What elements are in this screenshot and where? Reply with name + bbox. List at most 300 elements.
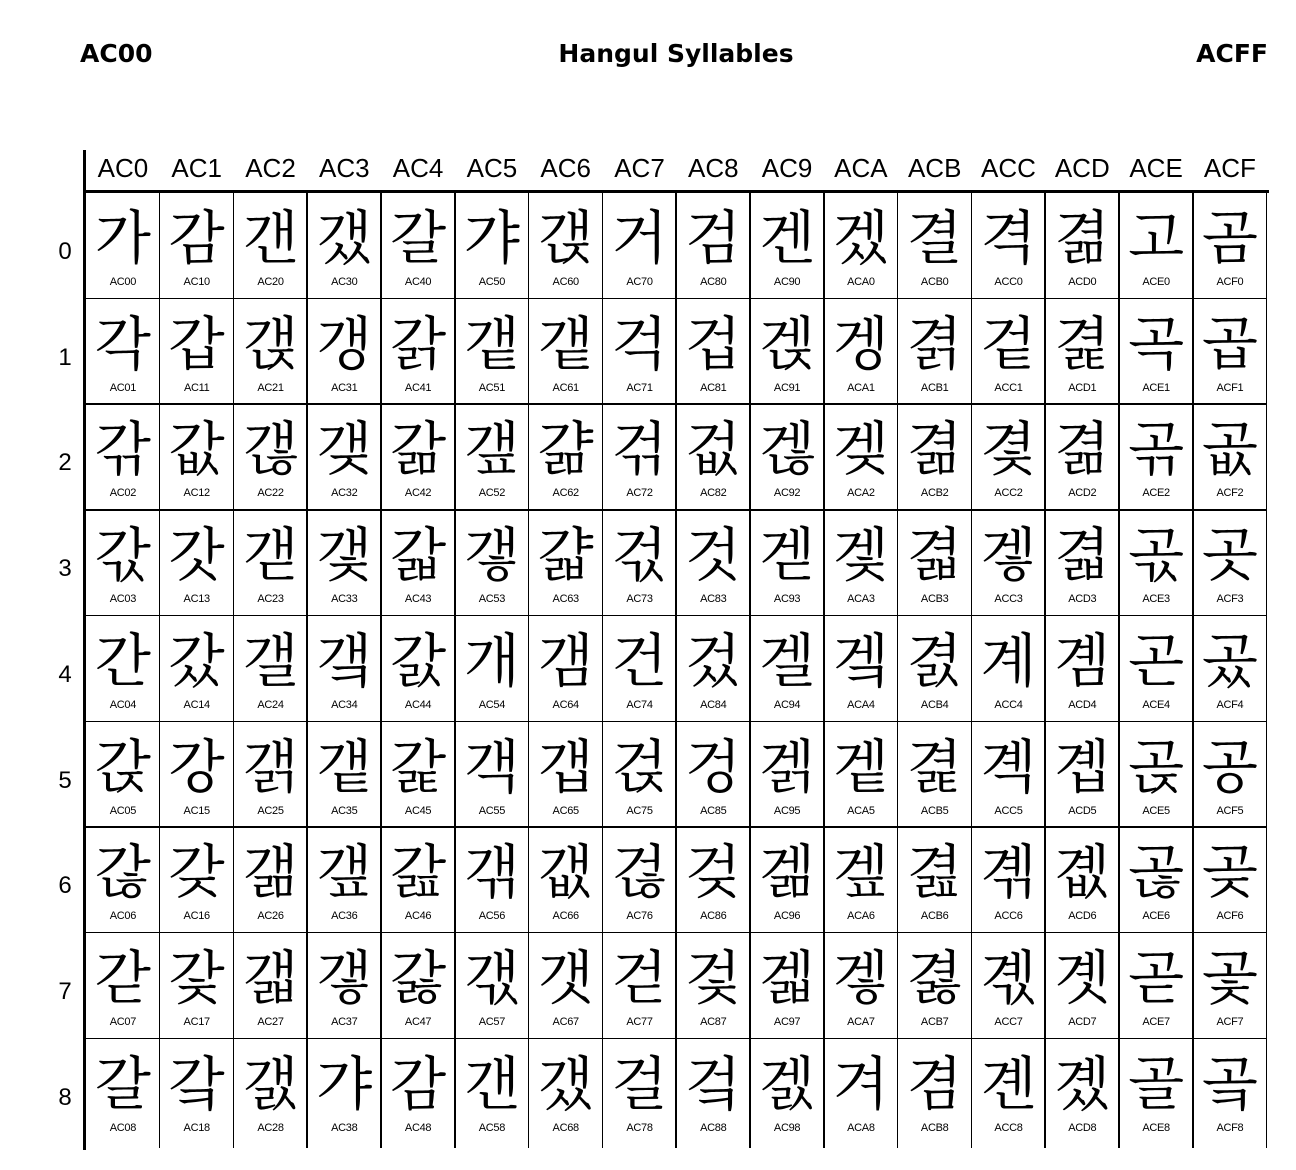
page-title: Hangul Syllables bbox=[558, 39, 794, 68]
syllable-glyph: 겦 bbox=[832, 838, 889, 907]
code-chart-cell bbox=[972, 299, 1046, 405]
syllable-glyph: 갟 bbox=[463, 943, 520, 1012]
syllable-glyph: 갲 bbox=[316, 415, 373, 484]
code-point-label: AC31 bbox=[331, 381, 358, 394]
code-chart-cell bbox=[750, 933, 824, 1039]
code-chart-cell bbox=[1119, 1039, 1193, 1145]
code-point-label: ACB4 bbox=[920, 698, 949, 711]
syllable-glyph: 걵 bbox=[611, 732, 668, 801]
syllable-glyph: 개 bbox=[463, 626, 520, 695]
code-point-label: AC81 bbox=[700, 381, 727, 394]
code-chart-cell bbox=[603, 404, 677, 510]
code-point-label: AC27 bbox=[257, 1015, 284, 1028]
syllable-glyph: 갳 bbox=[316, 521, 373, 590]
code-point-label: ACB0 bbox=[920, 276, 949, 288]
code-point-label: ACE0 bbox=[1142, 276, 1170, 288]
syllable-glyph: 곦 bbox=[1128, 838, 1185, 907]
code-chart-cell bbox=[1119, 510, 1193, 616]
syllable-glyph: 갉 bbox=[390, 309, 447, 378]
code-chart-cell bbox=[603, 827, 677, 933]
syllable-glyph: 공 bbox=[1201, 732, 1258, 801]
syllable-glyph: 갢 bbox=[242, 415, 299, 484]
code-chart-cell bbox=[1119, 933, 1193, 1039]
range-end-label: ACFF bbox=[1196, 39, 1268, 68]
syllable-glyph: 겴 bbox=[906, 626, 963, 695]
syllable-glyph: 값 bbox=[168, 415, 225, 484]
syllable-glyph: 갵 bbox=[316, 732, 373, 801]
code-point-label: ACD5 bbox=[1068, 804, 1097, 817]
syllable-glyph: 겧 bbox=[980, 521, 1037, 590]
grid-line-horizontal bbox=[86, 826, 1267, 828]
code-chart-cell bbox=[1119, 299, 1193, 405]
code-point-label: AC44 bbox=[404, 698, 432, 711]
code-chart-cell bbox=[86, 404, 160, 510]
code-point-label: AC13 bbox=[183, 593, 210, 606]
code-chart-cell bbox=[750, 1039, 824, 1145]
code-point-label: ACC3 bbox=[994, 593, 1023, 606]
code-point-label: AC15 bbox=[183, 804, 210, 817]
syllable-glyph: 갵 bbox=[463, 309, 520, 378]
code-point-label: ACF1 bbox=[1216, 381, 1244, 394]
syllable-glyph: 겗 bbox=[759, 943, 816, 1012]
syllable-glyph: 갣 bbox=[242, 521, 299, 590]
code-point-label: AC05 bbox=[109, 804, 137, 817]
syllable-glyph: 곸 bbox=[1201, 1049, 1258, 1118]
syllable-glyph: 갰 bbox=[537, 1049, 594, 1118]
code-point-label: AC28 bbox=[257, 1121, 284, 1134]
code-chart-cell bbox=[234, 193, 308, 299]
code-chart-cell bbox=[381, 827, 455, 933]
syllable-glyph: 갮 bbox=[537, 838, 594, 907]
syllable-glyph: 갗 bbox=[168, 943, 225, 1012]
syllable-glyph: 갤 bbox=[242, 626, 299, 695]
code-point-label: ACD3 bbox=[1068, 593, 1097, 606]
code-point-label: ACC7 bbox=[994, 1015, 1023, 1028]
code-point-label: ACE7 bbox=[1142, 1015, 1170, 1028]
code-point-label: AC46 bbox=[404, 910, 432, 923]
grid-line-vertical bbox=[971, 193, 973, 1148]
code-point-label: AC01 bbox=[109, 381, 137, 394]
syllable-glyph: 곅 bbox=[980, 732, 1037, 801]
code-chart-cell bbox=[676, 827, 750, 933]
code-chart-cell bbox=[898, 510, 972, 616]
syllable-glyph: 갃 bbox=[94, 521, 151, 590]
code-chart-cell bbox=[529, 722, 603, 828]
column-header: ACE bbox=[1129, 153, 1183, 183]
syllable-glyph: 갆 bbox=[94, 838, 151, 907]
code-chart-cell bbox=[676, 510, 750, 616]
code-chart-cell bbox=[603, 933, 677, 1039]
code-point-label: AC47 bbox=[404, 1015, 432, 1028]
code-point-label: ACB2 bbox=[920, 487, 949, 500]
syllable-glyph: 겳 bbox=[1054, 521, 1111, 590]
syllable-glyph: 겄 bbox=[685, 626, 742, 695]
code-chart-cell bbox=[898, 1039, 972, 1145]
syllable-glyph: 갔 bbox=[168, 626, 225, 695]
code-chart-cell bbox=[234, 299, 308, 405]
syllable-glyph: 갌 bbox=[390, 626, 447, 695]
syllable-glyph: 겑 bbox=[759, 309, 816, 378]
code-point-label: AC25 bbox=[257, 804, 284, 817]
code-chart-cell bbox=[1193, 722, 1267, 828]
code-point-label: ACC6 bbox=[994, 910, 1023, 923]
code-chart-cell bbox=[1045, 299, 1119, 405]
code-point-label: ACD1 bbox=[1068, 381, 1097, 394]
code-chart-cell bbox=[86, 827, 160, 933]
grid-line-vertical bbox=[1266, 193, 1268, 1148]
code-chart-cell bbox=[307, 404, 381, 510]
code-chart-cell bbox=[972, 404, 1046, 510]
code-chart-cell bbox=[972, 827, 1046, 933]
syllable-glyph: 갅 bbox=[94, 732, 151, 801]
code-point-label: ACF7 bbox=[1216, 1015, 1244, 1028]
code-chart-cell bbox=[160, 404, 234, 510]
code-point-label: AC38 bbox=[331, 1121, 358, 1134]
syllable-glyph: 겿 bbox=[980, 415, 1037, 484]
code-chart-cell bbox=[1045, 1039, 1119, 1145]
syllable-glyph: 곇 bbox=[980, 943, 1037, 1012]
syllable-glyph: 곰 bbox=[1201, 204, 1258, 272]
code-point-label: AC06 bbox=[109, 910, 137, 923]
syllable-glyph: 겶 bbox=[906, 838, 963, 907]
syllable-glyph: 갷 bbox=[316, 943, 373, 1012]
code-chart-cell bbox=[160, 299, 234, 405]
code-chart-cell bbox=[160, 510, 234, 616]
code-point-label: ACC5 bbox=[994, 804, 1023, 817]
code-point-label: AC00 bbox=[109, 276, 137, 288]
code-point-label: AC80 bbox=[700, 276, 727, 288]
column-header: AC9 bbox=[761, 153, 813, 183]
code-chart-cell bbox=[455, 616, 529, 722]
code-chart-cell bbox=[676, 933, 750, 1039]
code-chart-cell bbox=[86, 193, 160, 299]
syllable-glyph: 곔 bbox=[1054, 626, 1111, 695]
code-point-label: AC97 bbox=[773, 1015, 801, 1028]
grid-line-vertical bbox=[749, 193, 751, 1148]
grid-line-vertical bbox=[823, 193, 825, 1148]
syllable-glyph: 갠 bbox=[242, 204, 299, 272]
code-chart-cell bbox=[455, 510, 529, 616]
syllable-glyph: 겨 bbox=[832, 1049, 889, 1118]
code-point-label: ACA4 bbox=[847, 698, 875, 711]
grid-line-vertical bbox=[1192, 193, 1194, 1148]
code-point-label: AC24 bbox=[257, 698, 284, 711]
syllable-glyph: 곡 bbox=[1128, 309, 1185, 378]
grid-line-vertical bbox=[159, 193, 161, 1148]
syllable-glyph: 갥 bbox=[242, 732, 299, 801]
code-chart-cell bbox=[603, 616, 677, 722]
code-chart-cell bbox=[1193, 827, 1267, 933]
code-point-label: AC71 bbox=[626, 381, 653, 394]
syllable-glyph: 겧 bbox=[832, 943, 889, 1012]
code-chart-cell bbox=[750, 722, 824, 828]
syllable-glyph: 곗 bbox=[1054, 943, 1111, 1012]
code-chart-cell bbox=[1045, 722, 1119, 828]
code-point-label: ACC0 bbox=[994, 276, 1023, 288]
syllable-glyph: 겡 bbox=[832, 309, 889, 378]
syllable-glyph: 객 bbox=[463, 732, 520, 801]
syllable-glyph: 골 bbox=[1128, 1049, 1185, 1118]
code-point-label: ACE1 bbox=[1142, 381, 1170, 394]
code-point-label: AC51 bbox=[478, 381, 506, 394]
code-point-label: AC91 bbox=[773, 381, 801, 394]
code-point-label: AC16 bbox=[183, 910, 210, 923]
code-chart-cell bbox=[234, 827, 308, 933]
grid-line-vertical bbox=[380, 193, 382, 1148]
code-point-label: ACE8 bbox=[1142, 1121, 1170, 1134]
syllable-glyph: 곖 bbox=[1054, 838, 1111, 907]
code-point-label: ACC4 bbox=[994, 698, 1023, 711]
syllable-glyph: 곴 bbox=[1201, 626, 1258, 695]
code-point-label: AC65 bbox=[552, 804, 579, 817]
syllable-glyph: 곥 bbox=[1128, 732, 1185, 801]
code-point-label: AC36 bbox=[331, 910, 358, 923]
syllable-glyph: 격 bbox=[980, 204, 1037, 272]
grid-line-vertical bbox=[675, 193, 677, 1148]
code-chart-cell bbox=[676, 299, 750, 405]
code-point-label: AC26 bbox=[257, 910, 284, 923]
code-chart-cell bbox=[972, 616, 1046, 722]
row-header: 6 bbox=[58, 872, 72, 900]
code-chart-cell bbox=[824, 404, 898, 510]
code-chart-cell bbox=[603, 1039, 677, 1145]
code-chart-cell bbox=[676, 1039, 750, 1145]
grid-line-horizontal bbox=[86, 509, 1267, 511]
syllable-glyph: 갭 bbox=[537, 732, 594, 801]
grid-line-horizontal bbox=[86, 721, 1267, 723]
code-point-label: ACB5 bbox=[920, 804, 949, 817]
code-point-label: AC43 bbox=[404, 593, 432, 606]
code-point-label: AC67 bbox=[552, 1015, 579, 1028]
code-chart-cell bbox=[381, 1039, 455, 1145]
code-point-label: AC83 bbox=[700, 593, 727, 606]
syllable-glyph: 갏 bbox=[390, 943, 447, 1012]
syllable-glyph: 겣 bbox=[832, 521, 889, 590]
syllable-glyph: 걶 bbox=[611, 838, 668, 907]
syllable-glyph: 곣 bbox=[1128, 521, 1185, 590]
code-chart-cell bbox=[972, 193, 1046, 299]
code-point-label: AC86 bbox=[700, 910, 727, 923]
code-point-label: ACF0 bbox=[1216, 276, 1244, 288]
code-chart-cell bbox=[529, 404, 603, 510]
code-point-label: AC60 bbox=[552, 276, 579, 288]
syllable-glyph: 갡 bbox=[537, 204, 594, 272]
code-point-label: AC61 bbox=[552, 381, 579, 394]
code-chart-cell bbox=[234, 616, 308, 722]
code-chart-cell bbox=[307, 510, 381, 616]
code-chart-cell bbox=[307, 193, 381, 299]
syllable-glyph: 갑 bbox=[168, 309, 225, 378]
syllable-glyph: 거 bbox=[611, 204, 668, 272]
syllable-glyph: 겷 bbox=[906, 943, 963, 1012]
code-chart-cell bbox=[824, 510, 898, 616]
syllable-glyph: 겵 bbox=[906, 732, 963, 801]
code-chart-cell bbox=[898, 193, 972, 299]
code-chart-cell bbox=[1045, 933, 1119, 1039]
syllable-glyph: 갦 bbox=[242, 838, 299, 907]
code-point-label: AC42 bbox=[404, 487, 432, 500]
syllable-glyph: 걱 bbox=[611, 309, 668, 378]
syllable-glyph: 겲 bbox=[1054, 204, 1111, 272]
code-point-label: AC30 bbox=[331, 276, 358, 288]
syllable-glyph: 곘 bbox=[1054, 1049, 1111, 1118]
code-chart-cell bbox=[234, 1039, 308, 1145]
grid-line-vertical bbox=[1118, 193, 1120, 1148]
code-chart-cell bbox=[307, 1039, 381, 1145]
code-chart-cell bbox=[381, 193, 455, 299]
code-point-label: AC85 bbox=[700, 804, 727, 817]
code-point-label: ACB8 bbox=[920, 1121, 949, 1134]
syllable-glyph: 걷 bbox=[611, 943, 668, 1012]
syllable-glyph: 갇 bbox=[94, 943, 151, 1012]
syllable-glyph: 갡 bbox=[242, 309, 299, 378]
syllable-glyph: 겕 bbox=[759, 732, 816, 801]
code-point-label: AC12 bbox=[183, 487, 210, 500]
code-chart-cell bbox=[529, 193, 603, 299]
code-point-label: AC32 bbox=[331, 487, 358, 500]
code-chart-cell bbox=[381, 299, 455, 405]
syllable-glyph: 가 bbox=[94, 204, 151, 272]
grid-line-vertical bbox=[528, 193, 530, 1148]
syllable-glyph: 갈 bbox=[94, 1049, 151, 1118]
grid-line-horizontal bbox=[86, 1038, 1267, 1040]
code-chart-cell bbox=[307, 827, 381, 933]
code-chart-cell bbox=[86, 1039, 160, 1145]
code-chart-cell bbox=[1119, 616, 1193, 722]
code-point-label: AC40 bbox=[404, 276, 432, 288]
syllable-glyph: 갶 bbox=[316, 838, 373, 907]
row-header: 4 bbox=[58, 660, 72, 688]
syllable-glyph: 갊 bbox=[390, 415, 447, 484]
code-chart-cell bbox=[1193, 299, 1267, 405]
code-point-label: ACB3 bbox=[920, 593, 949, 606]
code-point-label: AC63 bbox=[552, 593, 579, 606]
column-header: AC1 bbox=[171, 153, 222, 183]
code-chart-cell bbox=[160, 193, 234, 299]
code-chart-cell bbox=[1045, 827, 1119, 933]
syllable-glyph: 곷 bbox=[1201, 943, 1258, 1012]
code-chart-cell bbox=[455, 193, 529, 299]
syllable-glyph: 갋 bbox=[390, 521, 447, 590]
grid-line-horizontal bbox=[86, 298, 1267, 300]
code-point-label: ACF5 bbox=[1216, 804, 1244, 817]
code-point-label: AC62 bbox=[552, 487, 579, 500]
code-point-label: ACA3 bbox=[847, 593, 875, 606]
code-point-label: AC90 bbox=[773, 276, 801, 288]
syllable-glyph: 곤 bbox=[1128, 626, 1185, 695]
code-chart-cell bbox=[160, 1039, 234, 1145]
column-header: AC7 bbox=[614, 153, 665, 183]
code-chart-cell bbox=[234, 510, 308, 616]
syllable-glyph: 겤 bbox=[832, 626, 889, 695]
syllable-glyph: 겥 bbox=[832, 732, 889, 801]
grid-line-vertical bbox=[602, 193, 604, 1148]
row-header: 5 bbox=[58, 766, 72, 794]
syllable-glyph: 겔 bbox=[759, 626, 816, 695]
syllable-glyph: 겵 bbox=[1054, 309, 1111, 378]
code-point-label: AC33 bbox=[331, 593, 358, 606]
code-point-label: AC48 bbox=[404, 1121, 432, 1134]
code-chart-cell bbox=[750, 616, 824, 722]
syllable-glyph: 갶 bbox=[463, 415, 520, 484]
code-point-label: ACF3 bbox=[1216, 593, 1244, 606]
syllable-glyph: 겐 bbox=[759, 204, 816, 272]
code-chart-cell bbox=[160, 933, 234, 1039]
code-point-label: AC74 bbox=[626, 698, 653, 711]
syllable-glyph: 갸 bbox=[463, 204, 520, 272]
code-chart-cell bbox=[455, 722, 529, 828]
code-chart-cell bbox=[676, 193, 750, 299]
code-chart-cell bbox=[750, 299, 824, 405]
code-chart-cell bbox=[824, 299, 898, 405]
code-chart-cell bbox=[824, 722, 898, 828]
code-chart-cell bbox=[676, 616, 750, 722]
code-point-label: AC04 bbox=[109, 698, 137, 711]
code-chart-cell bbox=[1045, 404, 1119, 510]
code-chart-cell bbox=[1193, 404, 1267, 510]
code-point-label: ACA8 bbox=[847, 1121, 875, 1134]
code-chart-cell bbox=[898, 933, 972, 1039]
code-point-label: AC52 bbox=[478, 487, 506, 500]
code-point-label: AC08 bbox=[109, 1121, 137, 1134]
code-point-label: ACB6 bbox=[920, 910, 949, 923]
syllable-glyph: 겸 bbox=[906, 1049, 963, 1118]
row-header: 2 bbox=[58, 449, 72, 477]
code-point-label: ACC8 bbox=[994, 1121, 1023, 1134]
syllable-glyph: 겅 bbox=[685, 732, 742, 801]
code-chart-cell bbox=[1193, 193, 1267, 299]
code-point-label: ACD8 bbox=[1068, 1121, 1097, 1134]
code-chart-cell bbox=[455, 299, 529, 405]
syllable-glyph: 검 bbox=[685, 204, 742, 272]
syllable-glyph: 겉 bbox=[980, 309, 1037, 378]
column-header: AC6 bbox=[540, 153, 591, 183]
syllable-glyph: 갨 bbox=[242, 1049, 299, 1118]
syllable-glyph: 감 bbox=[168, 204, 225, 272]
code-point-label: AC98 bbox=[773, 1121, 801, 1134]
syllable-glyph: 곆 bbox=[980, 838, 1037, 907]
code-chart-cell bbox=[234, 933, 308, 1039]
code-point-label: ACD2 bbox=[1068, 487, 1097, 500]
code-chart-cell bbox=[824, 827, 898, 933]
syllable-glyph: 걃 bbox=[537, 521, 594, 590]
syllable-glyph: 겘 bbox=[759, 1049, 816, 1118]
syllable-glyph: 갬 bbox=[537, 626, 594, 695]
code-chart-cell bbox=[972, 510, 1046, 616]
syllable-glyph: 곱 bbox=[1201, 309, 1258, 378]
code-point-label: AC94 bbox=[773, 698, 801, 711]
code-point-label: AC87 bbox=[700, 1015, 727, 1028]
code-point-label: AC57 bbox=[478, 1015, 506, 1028]
code-chart-cell bbox=[307, 299, 381, 405]
syllable-glyph: 갧 bbox=[242, 943, 299, 1012]
grid-line-horizontal bbox=[86, 403, 1267, 405]
code-point-label: AC41 bbox=[404, 381, 432, 394]
syllable-glyph: 곶 bbox=[1201, 838, 1258, 907]
syllable-glyph: 곳 bbox=[1201, 521, 1258, 590]
code-chart-cell bbox=[972, 933, 1046, 1039]
code-point-label: AC22 bbox=[257, 487, 284, 500]
code-chart-cell bbox=[455, 404, 529, 510]
code-point-label: ACD6 bbox=[1068, 910, 1097, 923]
code-chart-cell bbox=[824, 193, 898, 299]
code-chart-cell bbox=[1045, 616, 1119, 722]
code-chart-cell bbox=[603, 299, 677, 405]
code-chart-cell bbox=[1045, 510, 1119, 616]
code-chart-cell bbox=[676, 404, 750, 510]
code-chart-cell bbox=[1193, 933, 1267, 1039]
code-chart-cell bbox=[86, 933, 160, 1039]
